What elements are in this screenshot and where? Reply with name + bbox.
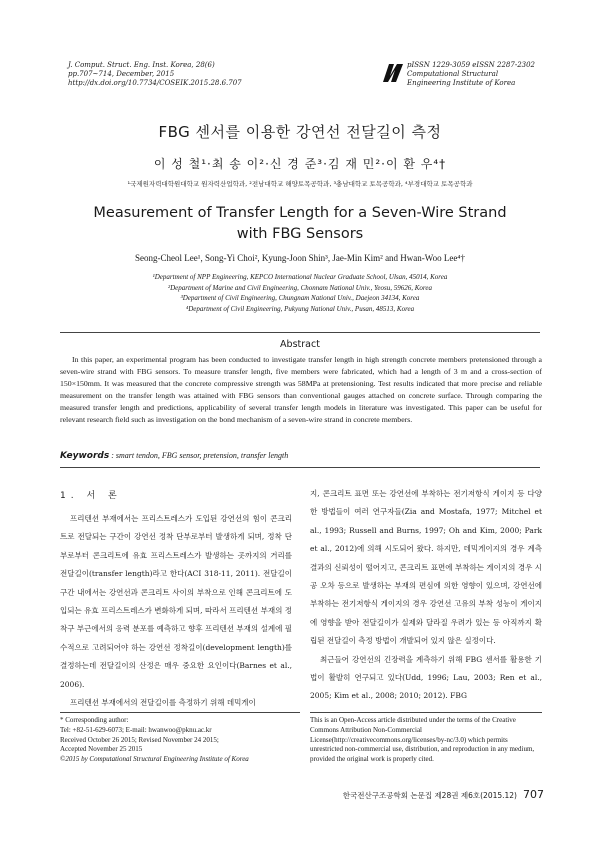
right-paragraph-1: 지, 콘크리트 표면 또는 강연선에 부착하는 전기저항식 게이지 등 다양한 방법들이 여러 연구자들(Zia and Mostafa, 1977; Mitchel et al., 1993; Russell and Burns, 1997; Oh and Kim, 2000; Park et al., 2012)에 의해 시도되어 왔다. 하지만, 데믹게이지의 경우 계측 결과의 신뢰성이 떨어지고, 콘크리트 표면에 부착하는 게이지의 경우 시공 오차 등으로 발생하는 부재의 편심에 의한 영향이 있으며, 강연선에 부착하는 전기저항식 게이지의 경우 강연선 고유의 부착 성능이 게이지에 영향을 받아 전달길이가 실제와 달라질 우려가 있는 등 아직까지 확립된 전달길이 측정 방법이 개발되어 있지 않은 실정이다. (310, 489, 542, 646)
footnote-line-3: Received October 26 2015; Revised November 24 2015; (60, 735, 219, 744)
english-title (60, 203, 540, 245)
journal-citation: J. Comput. Struct. Eng. Inst. Korea, 28(6) (68, 61, 215, 69)
affiliation-1: ¹Department of NPP Engineering, KEPCO International Nuclear Graduate School, Ulsan, 45014, Korea (152, 273, 448, 281)
society-info (407, 61, 567, 88)
korean-authors: 이 성 철¹·최 송 이²·신 경 준³·김 재 민²·이 환 우⁴† (153, 157, 447, 171)
abstract-body: In this paper, an experimental program has been conducted to investigate transfer length in high strength concrete members pretensioned through a seven-wire strand with FBG sensors. To measure transfer length, five members were fabricated, which had a length of 3 m and a cross-section of 150×150mm. It was measured that the concrete compressive strength was 58MPa at pretensioning. Test results indicated that more precise and reliable measurement on the transfer length was attained with FBG sensors than conventional gauges attached on concrete surface. Through comparing the measured transfer length and predictions, applicability of several transfer length models in literature was investigated. This paper can be useful for relevant research field such as investigation on the bond mechanism of a seven-wire strand in concrete members. (60, 355, 542, 424)
english-title-line-2: with FBG Sensors (236, 226, 364, 242)
footnote-line-2: Tel: +82-51-629-6073; E-mail: hwanwoo@pknu.ac.kr (60, 725, 212, 734)
society-name-1: Computational Structural (407, 70, 499, 78)
left-column (60, 510, 292, 712)
keywords-label: Keywords (60, 451, 110, 461)
footnote-rule-right (310, 712, 542, 713)
english-authors: Seong-Cheol Lee¹, Song-Yi Choi², Kyung-Joon Shin³, Jae-Min Kim² and Hwan-Woo Lee⁴† (135, 253, 465, 263)
journal-pages: pp.707~714, December, 2015 (68, 70, 175, 78)
affiliation-4: ⁴Department of Civil Engineering, Pukyung National Univ., Pusan, 48513, Korea (185, 304, 415, 313)
footnote-line-5: ©2015 by Computational Structural Engineering Institute of Korea (60, 755, 249, 764)
keywords-list: : smart tendon, FBG sensor, pretension, transfer length (111, 451, 289, 460)
right-column (310, 485, 542, 706)
correspondence-footnote (60, 716, 300, 765)
footnote-line-1: * Corresponding author: (60, 716, 129, 724)
page-footer (300, 788, 544, 801)
issn: pISSN 1229-3059 eISSN 2287-2302 (407, 61, 536, 69)
right-paragraph-2: 최근들어 강연선의 긴장력을 계측하기 위해 FBG 센서를 활용한 기법이 활발히 연구되고 있다(Udd, 1996; Lau, 2003; Ren et al., 2005; Kim et al., 2008; 2010; 2012). FBG (310, 654, 542, 701)
footnote-rule-left (60, 712, 300, 713)
section-1-heading: 1. 서 론 (60, 491, 122, 501)
korean-affiliations: ¹국제원자력대학원대학교 원자력산업학과, ²전남대학교 해양토목공학과, ³충남대학교 토목공학과, ⁴부경대학교 토목공학과 (127, 180, 473, 188)
english-affiliations (0, 272, 600, 314)
footer-journal: 한국전산구조공학회 논문집 제28권 제6호(2015.12) (342, 791, 517, 800)
society-name-2: Engineering Institute of Korea (407, 79, 516, 87)
society-logo-icon (382, 62, 404, 84)
affiliation-3: ³Department of Civil Engineering, Chungnam National Univ., Daejeon 34134, Korea (180, 294, 420, 302)
license-footnote: This is an Open-Access article distributed under the terms of the Creative Commons Attribution Non-Commercial License(http://creativecommons.org/licenses/by-nc/3.0) which permits unrestricted non-commercial use, distribution, and reproduction in any medium, provided the original work is properly cited. (310, 716, 535, 764)
abstract-top-rule (60, 332, 540, 333)
doi-link[interactable]: http://dx.doi.org/10.7734/COSEIK.2015.28.6.707 (68, 79, 242, 87)
footnote-line-4: Accepted November 25 2015 (60, 745, 143, 754)
left-paragraph-1: 프리텐션 부재에서는 프리스트레스가 도입된 강연선의 힘이 콘크리트로 전달되는 구간이 강연선 정착 단부로부터 발생하게 되며, 정착 단부로부터 콘크리트에 유효 프리스트레스가 발생하는 곳까지의 거리를 전달길이(transfer length)라고 한다(ACI 318-11, 2011). 전달길이 구간 내에서는 강연선과 콘크리트 사이의 부착으로 인해 콘크리트에 도입되는 유효 프리스트레스가 변화하게 되며, 따라서 프리텐션 부재의 정착구 부근에서의 응력 분포를 예측하고 향후 프리텐션 부재의 설계에 필수적으로 고려되어야 하는 강연선 정착길이(development length)를 결정하는데 전달길이의 산정은 매우 중요한 요인이다(Barnes et al., 2006). (60, 514, 292, 689)
journal-info (68, 61, 298, 88)
korean-title: FBG 센서를 이용한 강연선 전달길이 측정 (158, 123, 442, 141)
abstract-heading: Abstract (280, 339, 320, 350)
affiliation-2: ²Department of Marine and Civil Engineering, Chonnam National Univ., Yeosu, 59626, Korea (168, 283, 432, 292)
keywords (60, 451, 542, 461)
abstract-bottom-rule (60, 467, 540, 468)
left-paragraph-2: 프리텐션 부재에서의 전달길이를 측정하기 위해 데믹게이 (70, 698, 256, 708)
english-title-line-1: Measurement of Transfer Length for a Seven-Wire Strand (93, 205, 507, 221)
page-number: 707 (523, 788, 544, 801)
